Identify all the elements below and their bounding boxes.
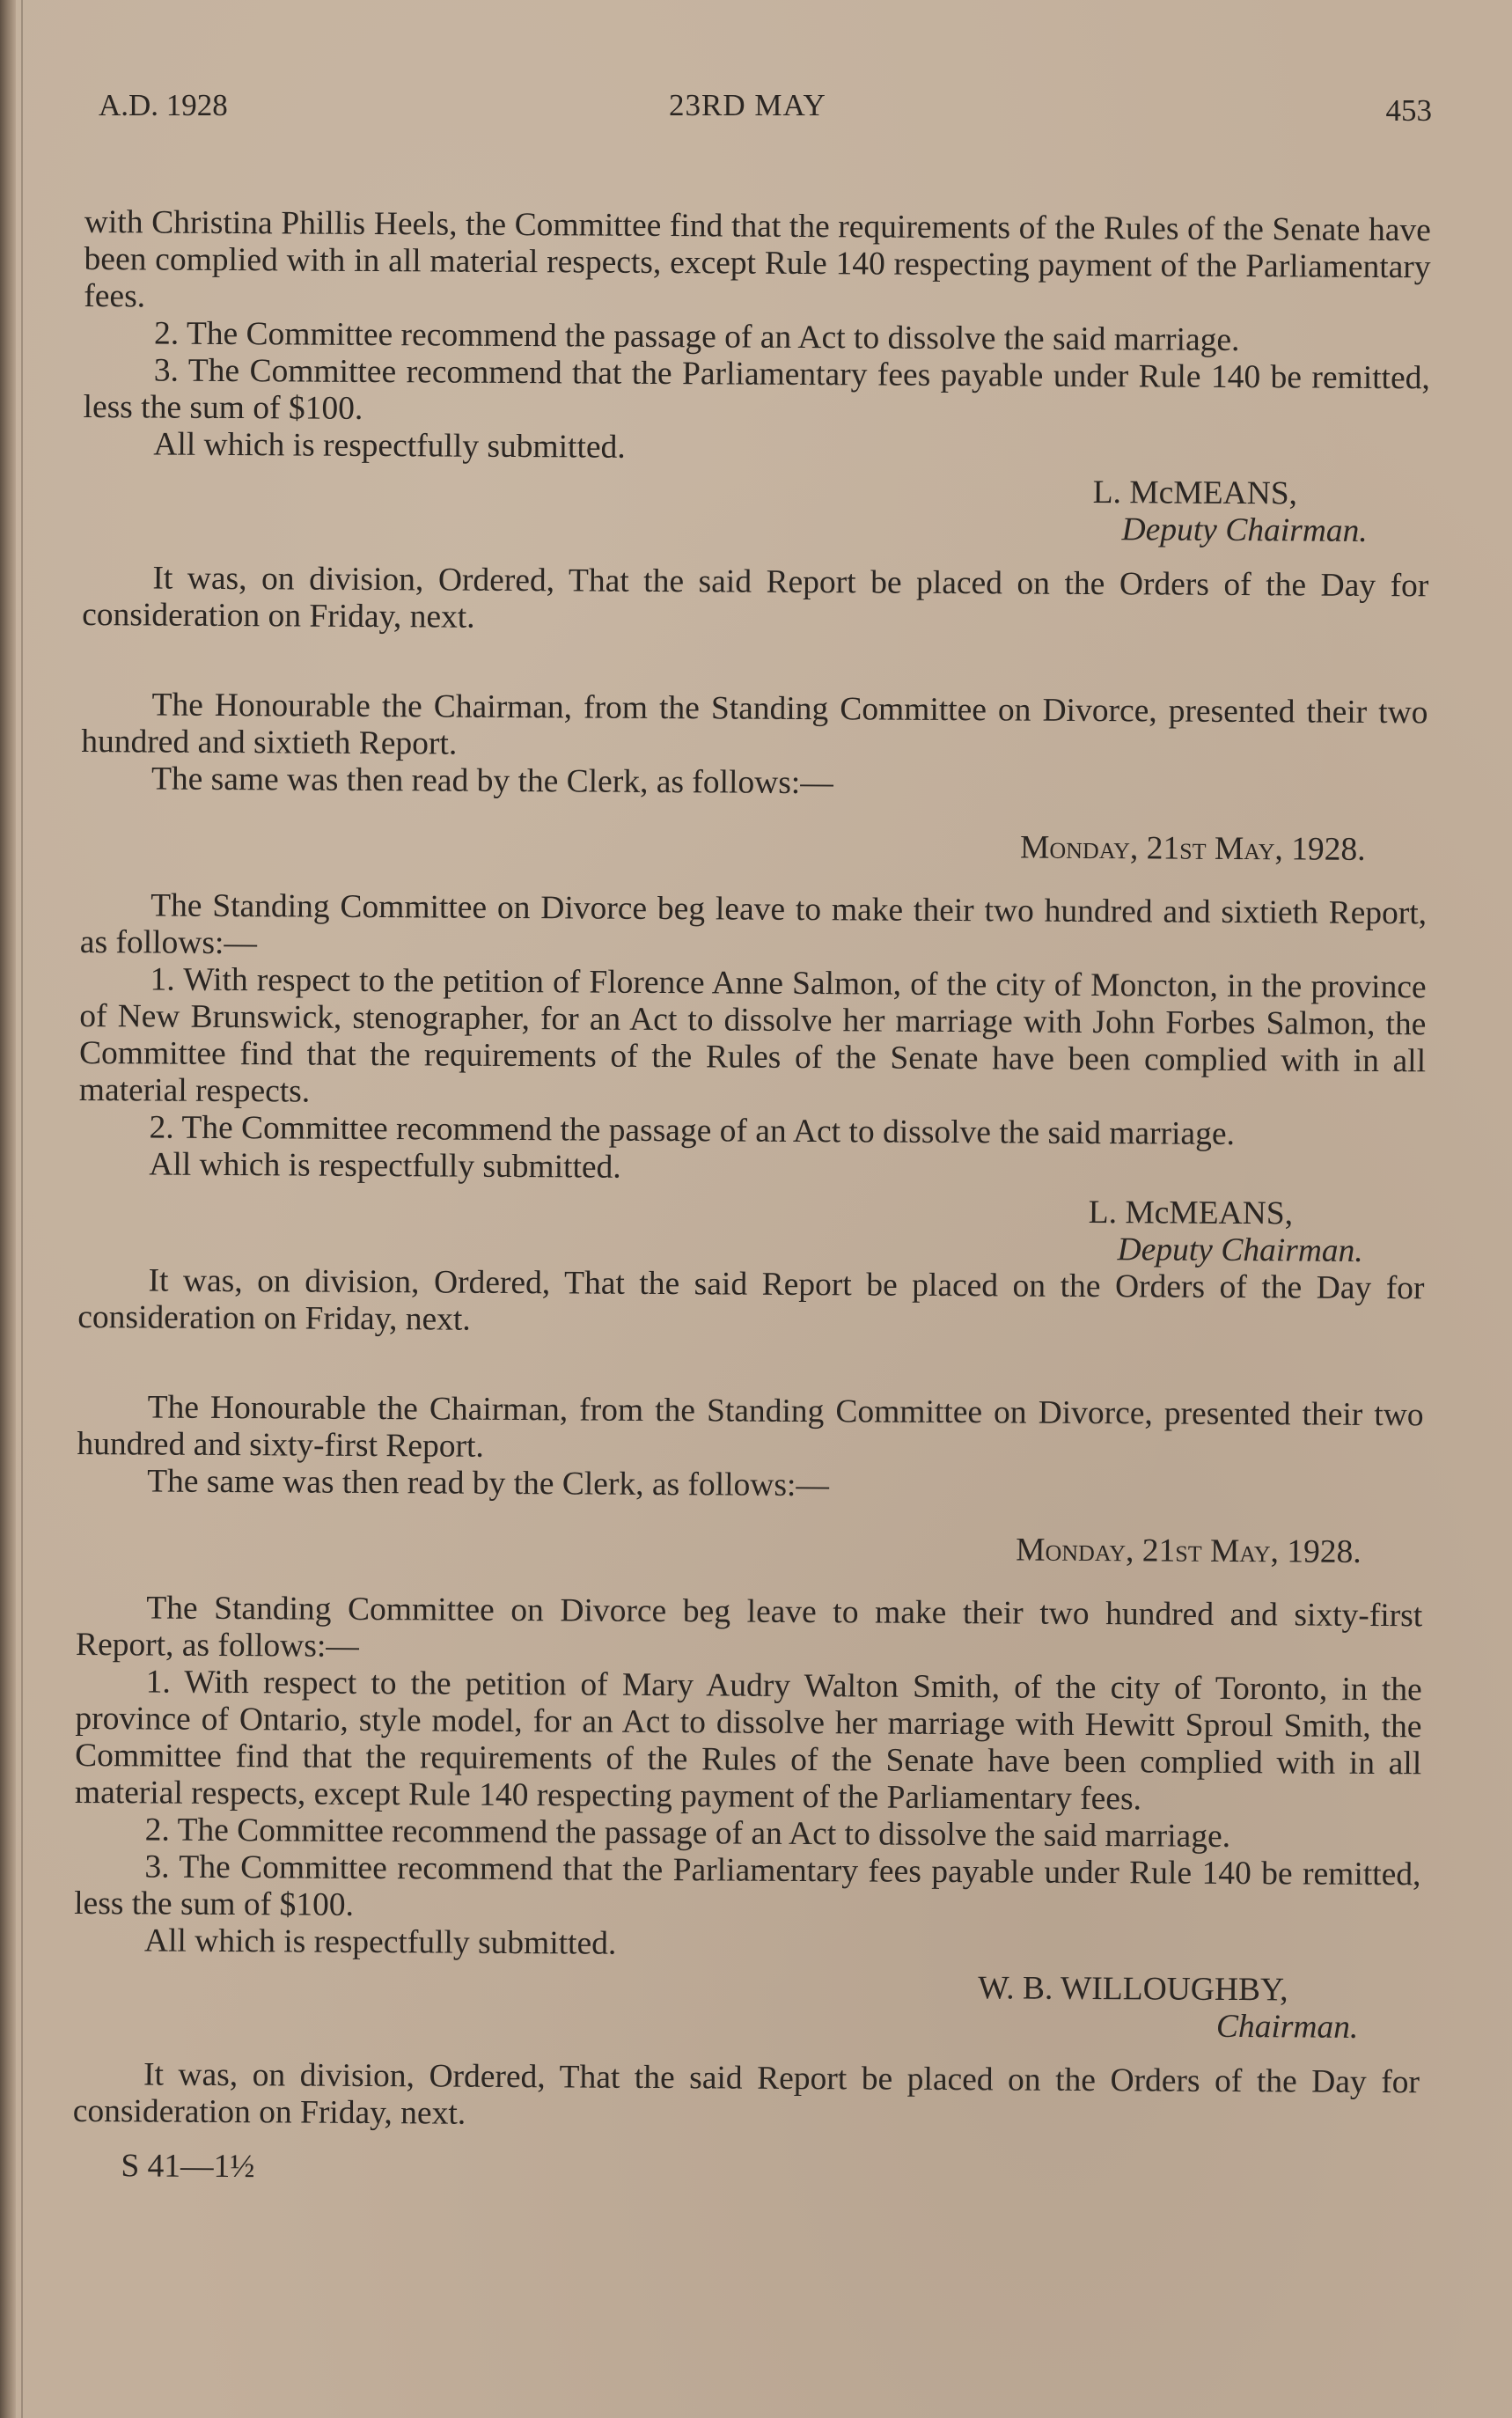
page-number: 453 xyxy=(1385,93,1432,128)
report-item-2: 2. The Committee recommend the passage of an Act to dissolve the said marriage. xyxy=(144,1812,1231,1855)
report-date xyxy=(80,824,1427,869)
order-paragraph: It was, on division, Ordered, That the said Report be placed on the Orders of the Day for consideration on Friday, next. xyxy=(77,1262,1425,1338)
continuation-paragraph: with Christina Phillis Heels, the Committee find that the requirements of the Rules of the Senate have been complied with in all material respects, except Rule 140 respecting payment of the Parliamentary fees. xyxy=(84,204,1431,315)
report-item-2: 2. The Committee recommend the passage of an Act to dissolve the said marriage. xyxy=(153,315,1240,359)
printer-signature-mark: S 41—1½ xyxy=(121,2148,255,2186)
report-item-2: 2. The Committee recommend the passage of an Act to dissolve the said marriage. xyxy=(149,1109,1236,1153)
report-item-1: 1. With respect to the petition of Mary Audry Walton Smith, of the city of Toronto, in the province of Ontario, style model, for an Act to dissolve her marriage with Hewitt Sproul Smith, the Committee find that the requirements of the Rules of the Senate have been complied with in all material respects, except Rule 140 respecting payment of the Parliamentary fees. xyxy=(74,1664,1422,1818)
signature-name: L. McMEANS, xyxy=(1092,474,1298,512)
closing-line: All which is respectfully submitted. xyxy=(143,1922,617,1962)
closing-line: All which is respectfully submitted. xyxy=(153,426,626,466)
report-261 xyxy=(73,1389,1424,2138)
binding-shadow-line xyxy=(21,0,23,2418)
section-gap xyxy=(82,634,1428,695)
report-date-text: Monday, 21st May, 1928. xyxy=(1019,829,1366,868)
section-gap xyxy=(77,1336,1424,1397)
header-year: A.D. 1928 xyxy=(99,88,228,122)
running-head xyxy=(99,88,1432,141)
report-item-3: 3. The Committee recommend that the Parliamentary fees payable under Rule 140 be remitted, less the sum of $100. xyxy=(74,1848,1421,1923)
order-paragraph: It was, on division, Ordered, That the said Report be placed on the Orders of the Day for consideration on Friday, next. xyxy=(72,2056,1420,2132)
read-by-clerk-line: The same was then read by the Clerk, as follows:— xyxy=(150,761,833,802)
report-item-1: 1. With respect to the petition of Florence Anne Salmon, of the city of Moncton, in the province of New Brunswick, stenographer, for an Act to dissolve her marriage with John Forbes Salmon, the Committee find that the requirements of the Rules of the Senate have been complied with in all material respects. xyxy=(78,961,1427,1110)
presentation-paragraph: The Honourable the Chairman, from the Standing Committee on Divorce, presented their two hundred and sixtieth Report. xyxy=(81,687,1428,762)
read-by-clerk-line: The same was then read by the Clerk, as follows:— xyxy=(147,1463,830,1504)
report-date xyxy=(77,1526,1423,1571)
signature-name: W. B. WILLOUGHBY, xyxy=(978,1970,1288,2009)
report-item-3: 3. The Committee recommend that the Parliamentary fees payable under Rule 140 be remitted, less the sum of $100. xyxy=(83,352,1430,427)
closing-line: All which is respectfully submitted. xyxy=(149,1146,621,1186)
report-opening: The Standing Committee on Divorce beg leave to make their two hundred and sixtieth Report, as follows:— xyxy=(79,887,1428,962)
report-continuation xyxy=(82,204,1431,642)
journal-text xyxy=(72,204,1431,2193)
presentation-paragraph: The Honourable the Chairman, from the Standing Committee on Divorce, presented their two hundred and sixty-first Report. xyxy=(77,1389,1424,1465)
book-binding-edge xyxy=(0,0,16,2418)
signature-title: Deputy Chairman. xyxy=(1117,1231,1363,1269)
report-date-text: Monday, 21st May, 1928. xyxy=(1016,1532,1362,1570)
signature-title: Chairman. xyxy=(1215,2008,1359,2046)
signature-name: L. McMEANS, xyxy=(1088,1194,1294,1232)
header-date: 23RD MAY xyxy=(669,88,826,122)
report-opening: The Standing Committee on Divorce beg leave to make their two hundred and sixty-first Report, as follows:— xyxy=(75,1590,1423,1665)
order-paragraph: It was, on division, Ordered, That the said Report be placed on the Orders of the Day for consideration on Friday, next. xyxy=(82,560,1429,636)
report-260 xyxy=(77,687,1428,1344)
signature-title: Deputy Chairman. xyxy=(1121,511,1368,549)
